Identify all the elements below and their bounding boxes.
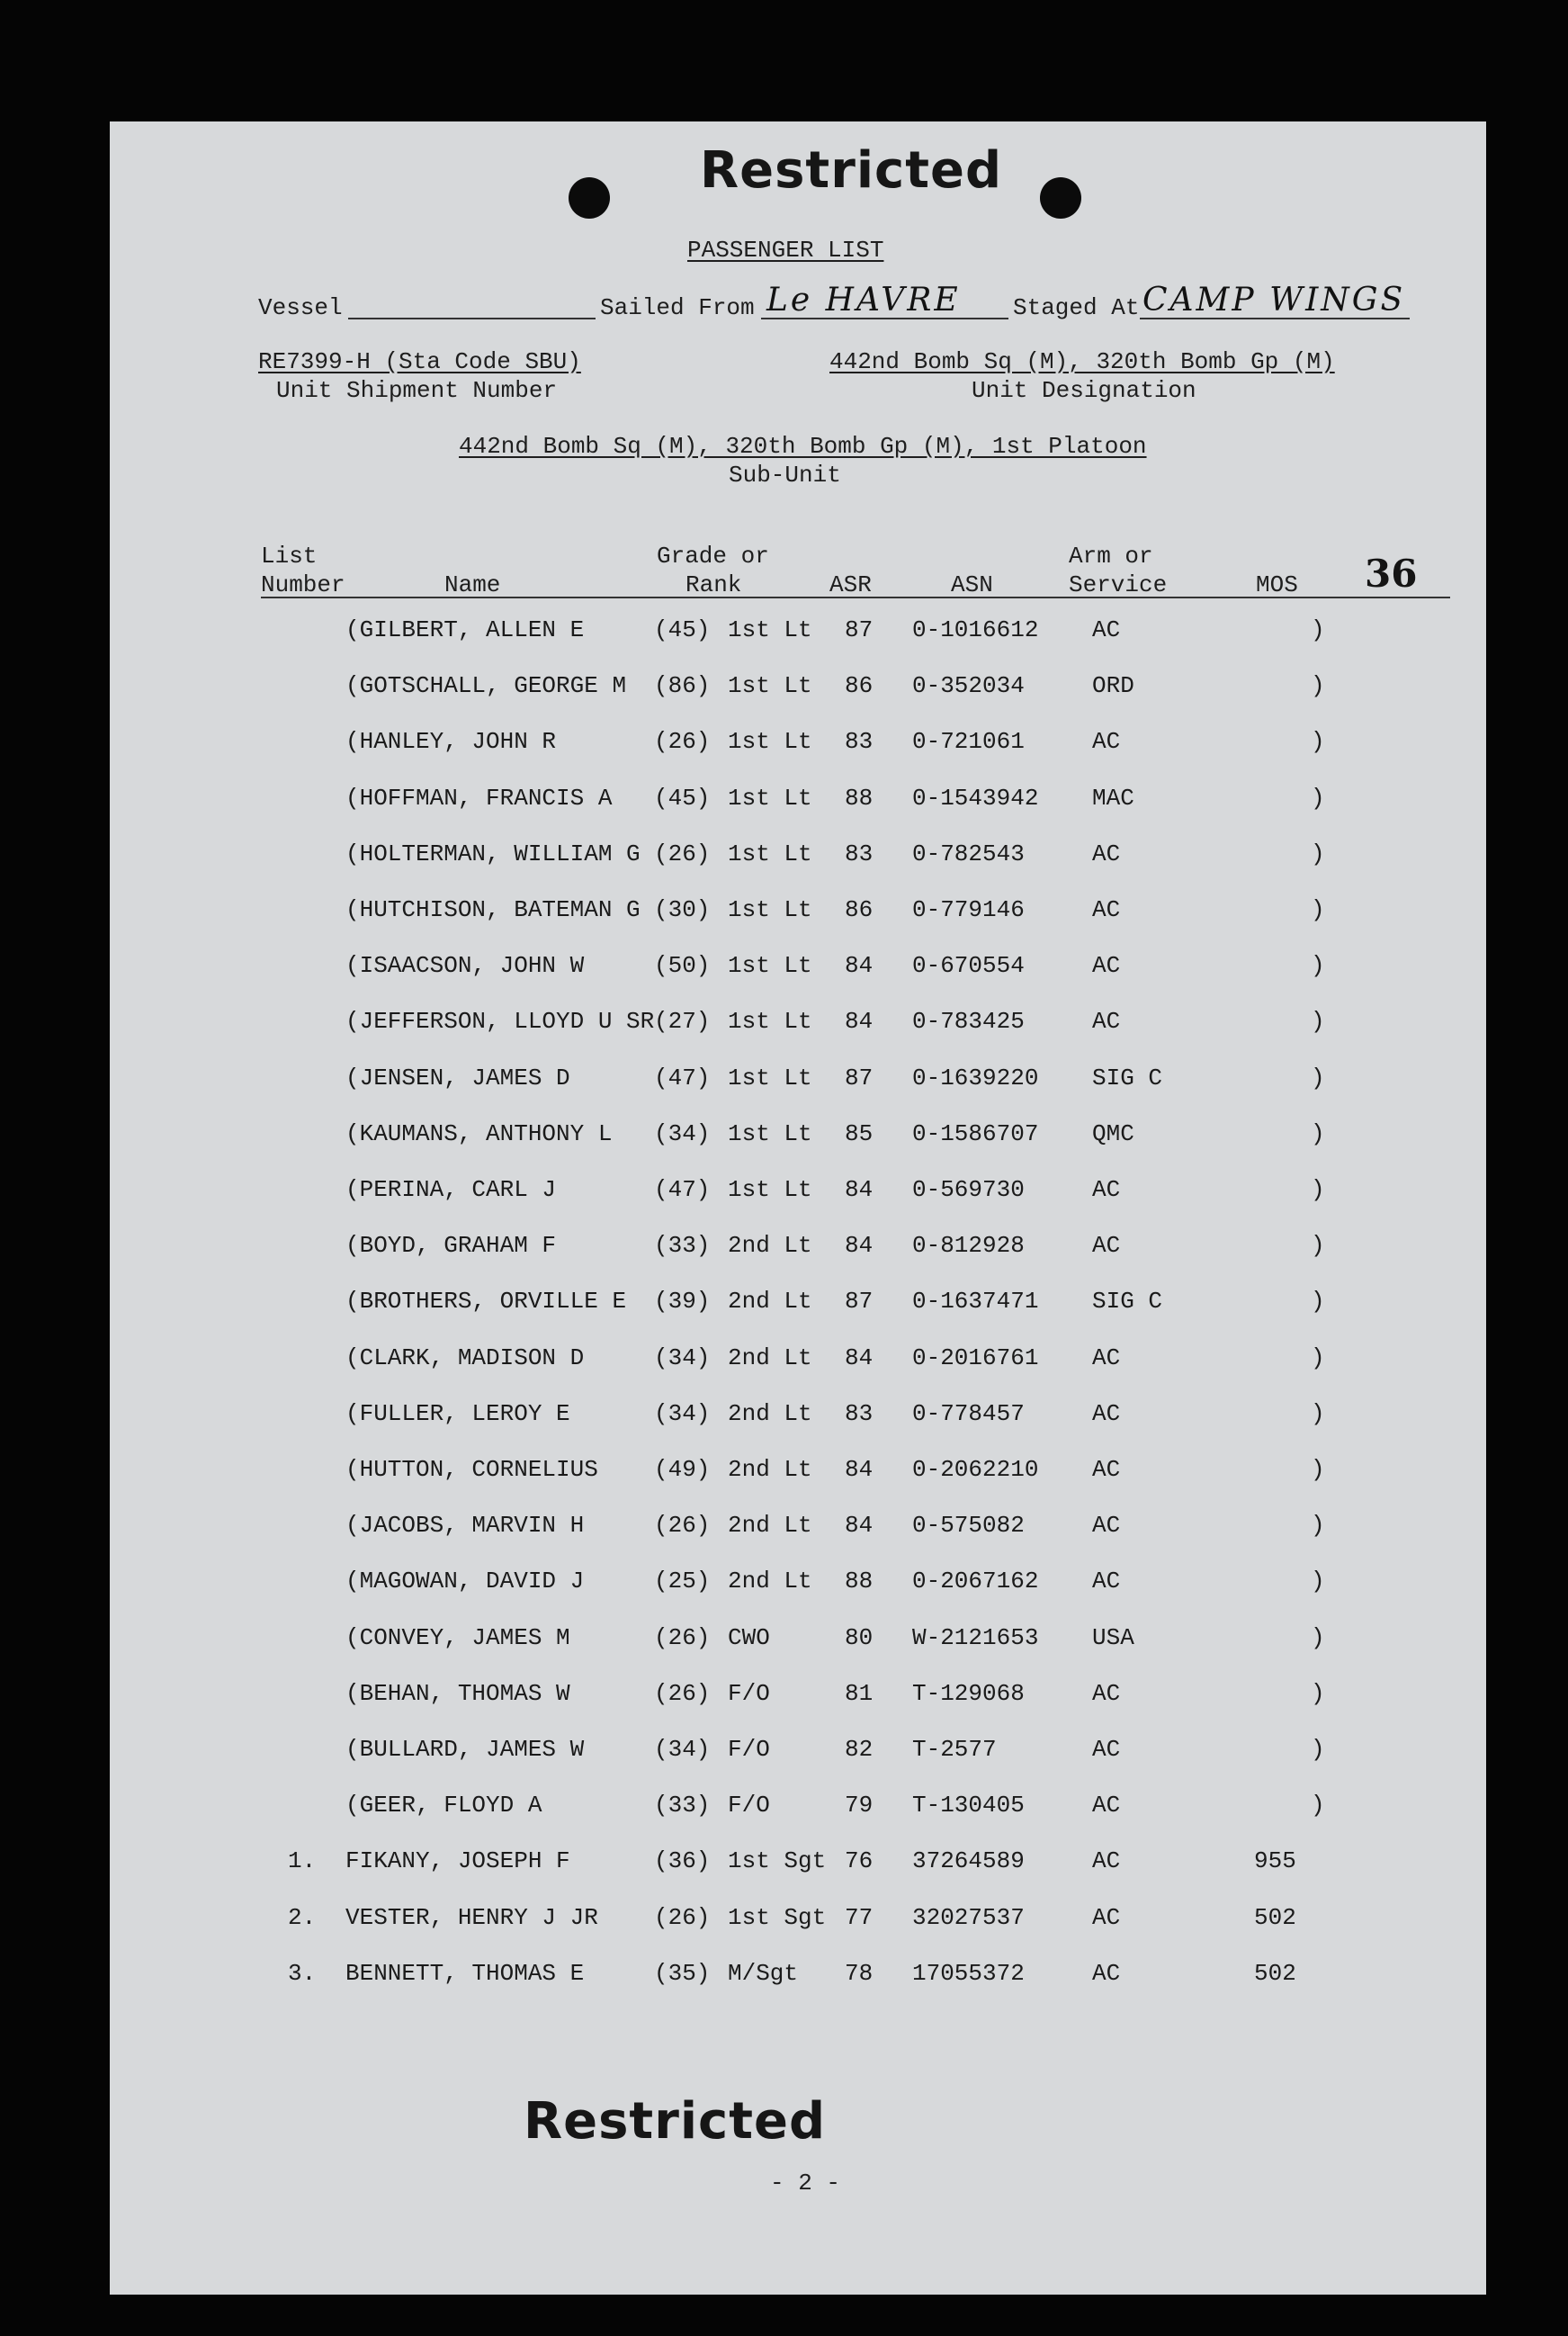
row-bracket: ) <box>1311 896 1325 923</box>
row-name: (JEFFERSON, LLOYD U SR <box>345 1008 655 1035</box>
row-rank: 1st Sgt <box>728 1904 827 1931</box>
sailed-from-label: Sailed From <box>600 294 755 321</box>
row-asn: 0-2067162 <box>912 1568 1039 1595</box>
row-arm-service: AC <box>1092 952 1121 979</box>
row-name: (HUTCHISON, BATEMAN G <box>345 896 641 923</box>
unit-shipment-label: Unit Shipment Number <box>276 377 558 404</box>
row-arm-service: ORD <box>1092 672 1134 699</box>
row-name: (BULLARD, JAMES W <box>345 1736 585 1763</box>
row-name: (HUTTON, CORNELIUS <box>345 1456 598 1483</box>
row-asr: 81 <box>845 1680 874 1707</box>
row-rank: F/O <box>728 1736 770 1763</box>
table-row <box>110 616 1486 652</box>
punch-hole-right <box>1040 177 1081 219</box>
table-row <box>110 1904 1486 1940</box>
row-name: (CONVEY, JAMES M <box>345 1624 570 1651</box>
row-bracket: ) <box>1311 1792 1325 1819</box>
table-row <box>110 952 1486 988</box>
row-asr: 86 <box>845 672 874 699</box>
row-name: (ISAACSON, JOHN W <box>345 952 585 979</box>
col-list-number-top: List <box>261 543 318 570</box>
row-list-number: 3. <box>288 1960 317 1987</box>
punch-hole-left <box>569 177 610 219</box>
row-age: (27) <box>654 1008 711 1035</box>
row-arm-service: AC <box>1092 1344 1121 1371</box>
row-asn: 0-783425 <box>912 1008 1025 1035</box>
row-asr: 78 <box>845 1960 874 1987</box>
row-rank: 1st Sgt <box>728 1847 827 1874</box>
table-row <box>110 1232 1486 1268</box>
row-age: (26) <box>654 1512 711 1539</box>
row-asn: 0-1639220 <box>912 1065 1039 1092</box>
table-row <box>110 1344 1486 1380</box>
row-arm-service: MAC <box>1092 785 1134 812</box>
row-arm-service: AC <box>1092 728 1121 755</box>
table-row <box>110 785 1486 821</box>
row-asn: 37264589 <box>912 1847 1025 1874</box>
row-age: (47) <box>654 1065 711 1092</box>
row-asr: 87 <box>845 1065 874 1092</box>
table-row <box>110 1512 1486 1548</box>
col-mos: MOS <box>1256 571 1298 598</box>
row-rank: 2nd Lt <box>728 1456 812 1483</box>
row-asn: 32027537 <box>912 1904 1025 1931</box>
row-asn: 0-721061 <box>912 728 1025 755</box>
staged-at-value: CAMP WINGS <box>1142 282 1406 319</box>
page-badge: 36 <box>1365 552 1418 596</box>
row-asr: 84 <box>845 1456 874 1483</box>
row-age: (86) <box>654 672 711 699</box>
row-name: VESTER, HENRY J JR <box>345 1904 598 1931</box>
row-rank: 1st Lt <box>728 840 812 867</box>
row-asr: 82 <box>845 1736 874 1763</box>
row-arm-service: AC <box>1092 1792 1121 1819</box>
row-name: (JACOBS, MARVIN H <box>345 1512 585 1539</box>
row-age: (34) <box>654 1344 711 1371</box>
row-name: FIKANY, JOSEPH F <box>345 1847 570 1874</box>
row-bracket: ) <box>1311 1232 1325 1259</box>
row-age: (34) <box>654 1400 711 1427</box>
row-arm-service: AC <box>1092 840 1121 867</box>
row-name: (KAUMANS, ANTHONY L <box>345 1120 613 1147</box>
row-name: (FULLER, LEROY E <box>345 1400 570 1427</box>
row-age: (45) <box>654 616 711 643</box>
row-age: (50) <box>654 952 711 979</box>
row-age: (36) <box>654 1847 711 1874</box>
row-asn: 0-569730 <box>912 1176 1025 1203</box>
vessel-label: Vessel <box>258 294 343 321</box>
page-number: - 2 - <box>770 2170 841 2197</box>
sailed-from-value: Le HAVRE <box>766 282 961 319</box>
row-rank: F/O <box>728 1680 770 1707</box>
row-rank: F/O <box>728 1792 770 1819</box>
row-age: (33) <box>654 1792 711 1819</box>
row-age: (35) <box>654 1960 711 1987</box>
col-asr: ASR <box>829 571 872 598</box>
row-rank: 2nd Lt <box>728 1232 812 1259</box>
row-bracket: ) <box>1311 1288 1325 1315</box>
table-row <box>110 1176 1486 1212</box>
row-bracket: ) <box>1311 952 1325 979</box>
row-asn: 0-779146 <box>912 896 1025 923</box>
table-row <box>110 1400 1486 1436</box>
unit-designation-label: Unit Designation <box>972 377 1196 404</box>
row-asn: 0-778457 <box>912 1400 1025 1427</box>
row-name: (JENSEN, JAMES D <box>345 1065 570 1092</box>
table-row <box>110 1792 1486 1828</box>
row-asr: 84 <box>845 952 874 979</box>
row-arm-service: AC <box>1092 1904 1121 1931</box>
col-list-number-bottom: Number <box>261 571 345 598</box>
row-bracket: ) <box>1311 1624 1325 1651</box>
header-rule <box>261 597 1450 598</box>
row-asr: 84 <box>845 1344 874 1371</box>
col-name: Name <box>444 571 501 598</box>
row-bracket: ) <box>1311 1680 1325 1707</box>
row-arm-service: AC <box>1092 1512 1121 1539</box>
table-row <box>110 1680 1486 1716</box>
row-age: (33) <box>654 1232 711 1259</box>
row-asn: T-2577 <box>912 1736 997 1763</box>
restricted-stamp-bottom: Restricted <box>524 2092 827 2151</box>
row-arm-service: AC <box>1092 896 1121 923</box>
row-arm-service: AC <box>1092 1176 1121 1203</box>
row-asn: 0-2062210 <box>912 1456 1039 1483</box>
row-asr: 84 <box>845 1176 874 1203</box>
row-mos: 502 <box>1254 1904 1296 1931</box>
row-asr: 77 <box>845 1904 874 1931</box>
row-arm-service: AC <box>1092 1456 1121 1483</box>
table-row <box>110 1960 1486 1996</box>
row-arm-service: AC <box>1092 1960 1121 1987</box>
row-asr: 87 <box>845 1288 874 1315</box>
table-row <box>110 896 1486 932</box>
row-name: (HOLTERMAN, WILLIAM G <box>345 840 641 867</box>
row-bracket: ) <box>1311 1176 1325 1203</box>
table-row <box>110 672 1486 708</box>
row-bracket: ) <box>1311 1568 1325 1595</box>
row-rank: 2nd Lt <box>728 1400 812 1427</box>
row-name: (HOFFMAN, FRANCIS A <box>345 785 613 812</box>
restricted-stamp-top: Restricted <box>700 141 1003 200</box>
row-arm-service: AC <box>1092 1232 1121 1259</box>
row-age: (30) <box>654 896 711 923</box>
row-arm-service: QMC <box>1092 1120 1134 1147</box>
row-bracket: ) <box>1311 1344 1325 1371</box>
row-rank: 2nd Lt <box>728 1344 812 1371</box>
row-age: (49) <box>654 1456 711 1483</box>
row-rank: M/Sgt <box>728 1960 799 1987</box>
row-rank: 1st Lt <box>728 1120 812 1147</box>
row-age: (25) <box>654 1568 711 1595</box>
row-bracket: ) <box>1311 1120 1325 1147</box>
row-rank: CWO <box>728 1624 770 1651</box>
row-age: (47) <box>654 1176 711 1203</box>
row-arm-service: SIG C <box>1092 1065 1163 1092</box>
row-asr: 86 <box>845 896 874 923</box>
row-rank: 1st Lt <box>728 672 812 699</box>
row-asr: 83 <box>845 728 874 755</box>
row-bracket: ) <box>1311 1512 1325 1539</box>
row-asr: 87 <box>845 616 874 643</box>
table-row <box>110 1624 1486 1660</box>
row-asn: 0-575082 <box>912 1512 1025 1539</box>
row-asn: 0-352034 <box>912 672 1025 699</box>
row-asn: 0-1016612 <box>912 616 1039 643</box>
row-arm-service: SIG C <box>1092 1288 1163 1315</box>
row-bracket: ) <box>1311 1400 1325 1427</box>
row-asr: 80 <box>845 1624 874 1651</box>
row-age: (26) <box>654 840 711 867</box>
row-asr: 76 <box>845 1847 874 1874</box>
col-grade-bottom: Rank <box>685 571 742 598</box>
vessel-blank-line <box>348 318 596 319</box>
row-asr: 88 <box>845 1568 874 1595</box>
col-grade-top: Grade or <box>657 543 769 570</box>
row-asn: 0-1543942 <box>912 785 1039 812</box>
row-bracket: ) <box>1311 1736 1325 1763</box>
table-row <box>110 1065 1486 1101</box>
row-age: (26) <box>654 728 711 755</box>
row-arm-service: AC <box>1092 1400 1121 1427</box>
row-name: (PERINA, CARL J <box>345 1176 557 1203</box>
row-bracket: ) <box>1311 1065 1325 1092</box>
table-row <box>110 1120 1486 1156</box>
sub-unit-label: Sub-Unit <box>729 462 841 489</box>
row-rank: 1st Lt <box>728 1065 812 1092</box>
row-arm-service: AC <box>1092 1847 1121 1874</box>
row-rank: 1st Lt <box>728 1176 812 1203</box>
row-asr: 79 <box>845 1792 874 1819</box>
table-row <box>110 1288 1486 1324</box>
row-age: (34) <box>654 1120 711 1147</box>
row-mos: 502 <box>1254 1960 1296 1987</box>
row-age: (39) <box>654 1288 711 1315</box>
row-asr: 83 <box>845 1400 874 1427</box>
row-mos: 955 <box>1254 1847 1296 1874</box>
row-name: (GOTSCHALL, GEORGE M <box>345 672 627 699</box>
row-list-number: 1. <box>288 1847 317 1874</box>
row-age: (26) <box>654 1680 711 1707</box>
col-asn: ASN <box>951 571 993 598</box>
row-name: (HANLEY, JOHN R <box>345 728 557 755</box>
row-rank: 1st Lt <box>728 785 812 812</box>
table-row <box>110 840 1486 876</box>
row-rank: 2nd Lt <box>728 1288 812 1315</box>
row-asn: 0-782543 <box>912 840 1025 867</box>
row-name: (BEHAN, THOMAS W <box>345 1680 570 1707</box>
row-rank: 2nd Lt <box>728 1568 812 1595</box>
row-asr: 85 <box>845 1120 874 1147</box>
row-asn: 0-812928 <box>912 1232 1025 1259</box>
row-age: (26) <box>654 1624 711 1651</box>
row-bracket: ) <box>1311 728 1325 755</box>
unit-designation: 442nd Bomb Sq (M), 320th Bomb Gp (M) <box>829 348 1335 375</box>
row-asn: T-129068 <box>912 1680 1025 1707</box>
row-name: (MAGOWAN, DAVID J <box>345 1568 585 1595</box>
row-name: (GILBERT, ALLEN E <box>345 616 585 643</box>
row-rank: 1st Lt <box>728 896 812 923</box>
row-age: (26) <box>654 1904 711 1931</box>
table-row <box>110 1456 1486 1492</box>
row-arm-service: AC <box>1092 1680 1121 1707</box>
row-arm-service: AC <box>1092 1736 1121 1763</box>
row-name: BENNETT, THOMAS E <box>345 1960 585 1987</box>
row-arm-service: USA <box>1092 1624 1134 1651</box>
row-asn: 0-2016761 <box>912 1344 1039 1371</box>
col-arm-bottom: Service <box>1069 571 1168 598</box>
row-asr: 84 <box>845 1232 874 1259</box>
row-arm-service: AC <box>1092 616 1121 643</box>
row-asn: 0-670554 <box>912 952 1025 979</box>
row-name: (GEER, FLOYD A <box>345 1792 542 1819</box>
table-row <box>110 1847 1486 1883</box>
row-asn: W-2121653 <box>912 1624 1039 1651</box>
row-bracket: ) <box>1311 785 1325 812</box>
row-bracket: ) <box>1311 1456 1325 1483</box>
table-row <box>110 728 1486 764</box>
unit-shipment-number: RE7399-H (Sta Code SBU) <box>258 348 581 375</box>
col-arm-top: Arm or <box>1069 543 1153 570</box>
row-asn: 0-1586707 <box>912 1120 1039 1147</box>
sub-unit: 442nd Bomb Sq (M), 320th Bomb Gp (M), 1st Platoon <box>459 433 1147 460</box>
staged-at-label: Staged At <box>1013 294 1140 321</box>
row-list-number: 2. <box>288 1904 317 1931</box>
row-name: (CLARK, MADISON D <box>345 1344 585 1371</box>
row-name: (BOYD, GRAHAM F <box>345 1232 557 1259</box>
row-arm-service: AC <box>1092 1008 1121 1035</box>
table-row <box>110 1736 1486 1772</box>
row-asr: 84 <box>845 1008 874 1035</box>
row-asn: T-130405 <box>912 1792 1025 1819</box>
document-title: PASSENGER LIST <box>687 237 884 264</box>
row-asn: 17055372 <box>912 1960 1025 1987</box>
row-age: (34) <box>654 1736 711 1763</box>
row-name: (BROTHERS, ORVILLE E <box>345 1288 627 1315</box>
row-bracket: ) <box>1311 616 1325 643</box>
row-rank: 1st Lt <box>728 728 812 755</box>
row-asr: 83 <box>845 840 874 867</box>
row-asr: 84 <box>845 1512 874 1539</box>
row-rank: 2nd Lt <box>728 1512 812 1539</box>
row-bracket: ) <box>1311 840 1325 867</box>
row-arm-service: AC <box>1092 1568 1121 1595</box>
row-rank: 1st Lt <box>728 616 812 643</box>
table-row <box>110 1008 1486 1044</box>
row-asr: 88 <box>845 785 874 812</box>
row-bracket: ) <box>1311 672 1325 699</box>
row-bracket: ) <box>1311 1008 1325 1035</box>
row-asn: 0-1637471 <box>912 1288 1039 1315</box>
table-row <box>110 1568 1486 1604</box>
row-rank: 1st Lt <box>728 1008 812 1035</box>
row-age: (45) <box>654 785 711 812</box>
document-page <box>110 121 1486 2295</box>
row-rank: 1st Lt <box>728 952 812 979</box>
